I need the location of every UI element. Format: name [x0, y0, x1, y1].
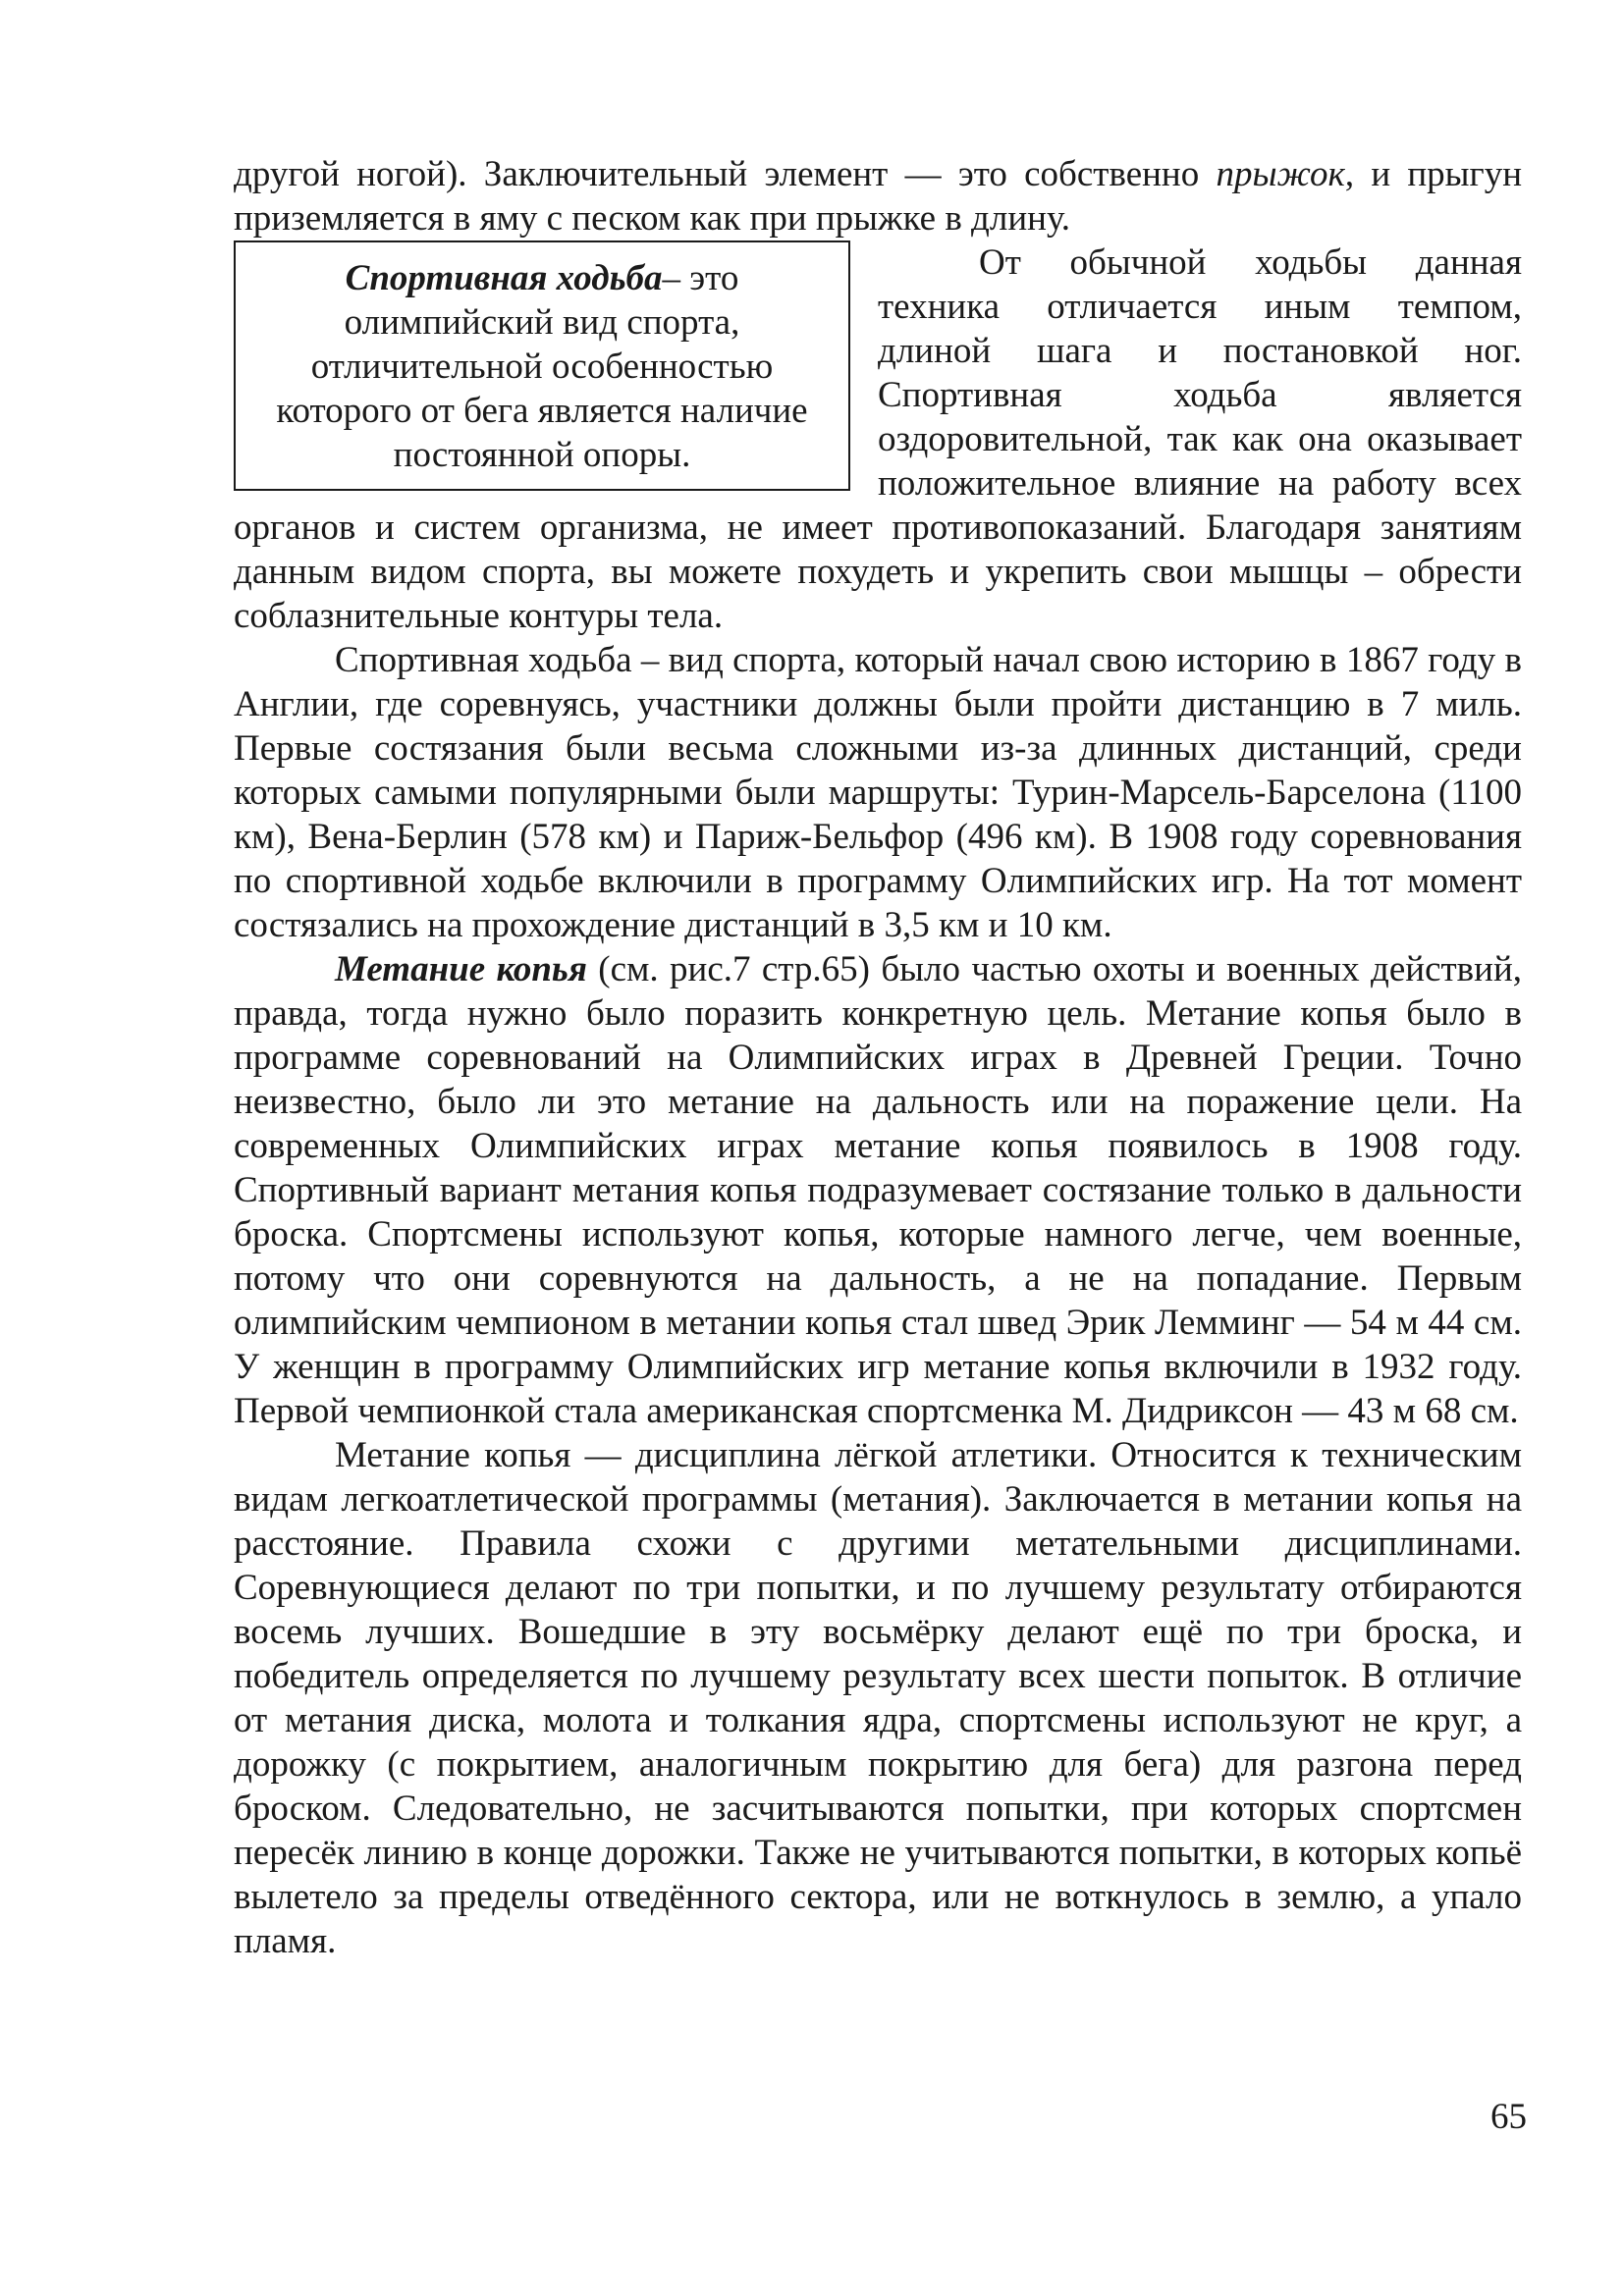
intro-text-after: , и прыгун приземляется в яму с песком как при прыжке в длину.	[234, 154, 1522, 239]
intro-text-before: другой ногой). Заключительный элемент — это собственно	[234, 154, 1217, 194]
paragraph-walking-history: Спортивная ходьба – вид спорта, который начал свою историю в 1867 году в Англии, где соревнуясь, участники должны были пройти дистанцию в 7 миль. Первые состязания были весьма сложными из-за длинных дистанций, среди которых самыми популярными были маршруты: Турин-Марсель-Барселона (1100 км), Вена-Берлин (578 км) и Париж-Бельфор (496 км). В 1908 году соревнования по спортивной ходьбе включили в программу Олимпийских игр. На тот момент состязались на прохождение дистанций в 3,5 км и 10 км.	[234, 640, 1522, 945]
paragraph-walking-benefits: От обычной ходьбы данная техника отличается иным темпом, длиной шага и постановкой ног. Спортивная ходьба является оздоровительной, так как она оказывает положительное влияние на работу всех органов и систем организма, не имеет противопоказаний. Благодаря занятиям данным видом спорта, вы можете похудеть и укрепить свои мышцы – обрести соблазнительные контуры тела.	[234, 242, 1522, 636]
definition-text: – это олимпийский вид спорта, отличительной особенностью которого от бега является наличие постоянной опоры.	[276, 258, 808, 475]
paragraph-javelin-history	[234, 947, 1522, 1433]
intro-paragraph	[234, 152, 1522, 240]
javelin-term: Метание копья	[335, 949, 587, 989]
javelin-history-text: (см. рис.7 стр.65) было частью охоты и военных действий, правда, тогда нужно было поразить конкретную цель. Метание копья было в программе соревнований на Олимпийских играх в Древней Греции. Точно неизвестно, было ли это метание на дальность или на поражение цели. На современных Олимпийских играх метание копья появилось в 1908 году. Спортивный вариант метания копья подразумевает состязание только в дальности броска. Спортсмены используют копья, которые намного легче, чем военные, потому что они соревнуются на дальность, а не на попадание. Первым олимпийским чемпионом в метании копья стал швед Эрик Лемминг — 54 м 44 см. У женщин в программу Олимпийских игр метание копья включили в 1932 году. Первой чемпионкой стала американская спортсменка М. Дидриксон — 43 м 68 см.	[234, 949, 1522, 1431]
definition-term: Спортивная ходьба	[345, 258, 663, 298]
paragraph-javelin-rules: Метание копья — дисциплина лёгкой атлетики. Относится к техническим видам легкоатлетической программы (метания). Заключается в метании копья на расстояние. Правила схожи с другими метательными дисциплинами. Соревнующиеся делают по три попытки, и по лучшему результату отбираются восемь лучших. Вошедшие в эту восьмёрку делают ещё по три броска, и победитель определяется по лучшему результату всех шести попыток. В отличие от метания диска, молота и толкания ядра, спортсмены используют не круг, а дорожку (с покрытием, аналогичным покрытию для бега) для разгона перед броском. Следовательно, не засчитываются попытки, при которых спортсмен пересёк линию в конце дорожки. Также не учитываются попытки, в которых копьё вылетело за пределы отведённого сектора, или не воткнулось в землю, а упало пламя.	[234, 1435, 1522, 1961]
page-number: 65	[1490, 2097, 1527, 2137]
intro-emphasis: прыжок	[1216, 154, 1345, 194]
definition-box	[234, 240, 850, 491]
page-content	[234, 152, 1522, 1963]
